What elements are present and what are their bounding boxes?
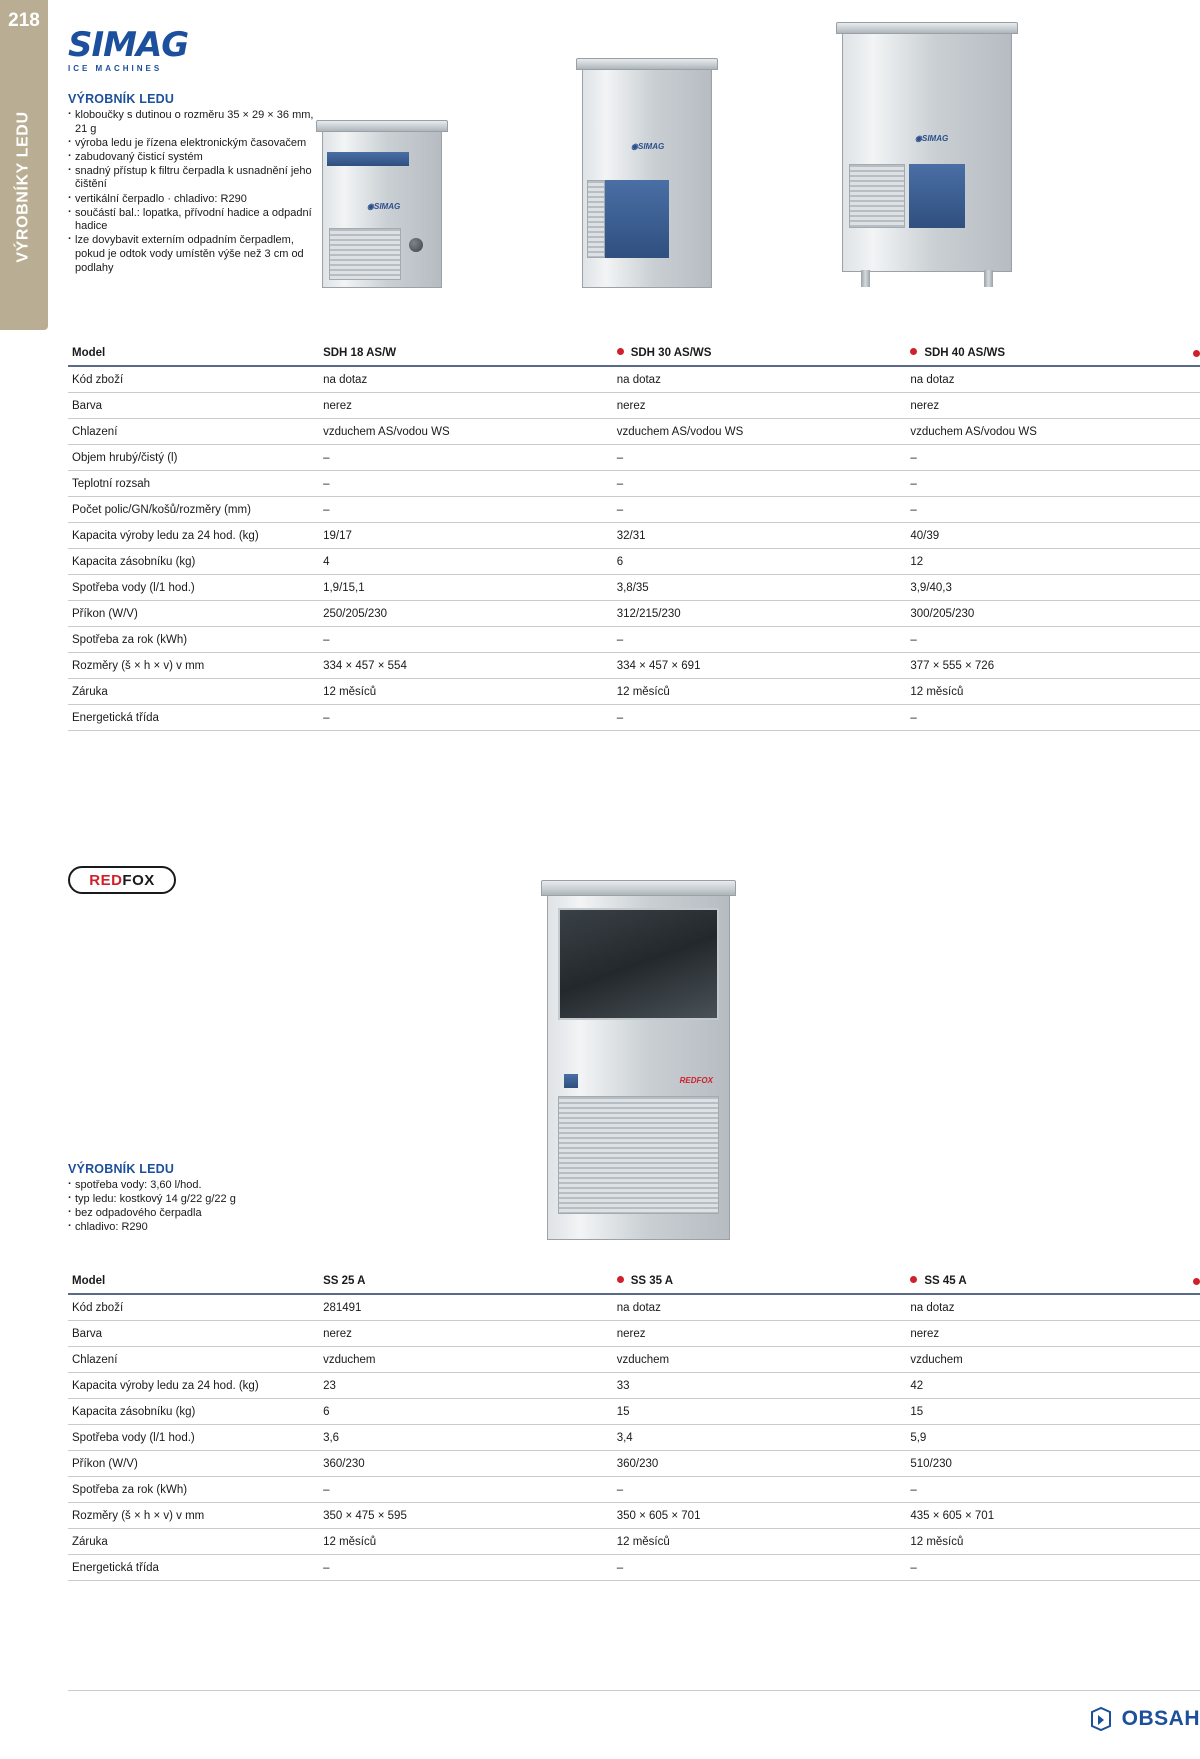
list-item: · spotřeba vody: 3,60 l/hod. [68,1179,318,1193]
bookmark-icon [1088,1706,1114,1732]
row-value: na dotaz [319,366,613,393]
row-label: Barva [68,393,319,419]
list-item: · typ ledu: kostkový 14 g/22 g/22 g [68,1193,318,1207]
row-label: Záruka [68,679,319,705]
page-side-tab [0,0,48,330]
row-value: na dotaz [613,1294,907,1321]
row-value: 12 měsíců [906,1529,1200,1555]
table-row [68,601,1200,627]
row-label: Chlazení [68,1347,319,1373]
row-label: Rozměry (š × h × v) v mm [68,653,319,679]
table-row [68,393,1200,419]
table-header-ss25 [319,1268,613,1294]
row-value: – [319,445,613,471]
model-label: SS 45 A [924,1275,967,1287]
table-row [68,1373,1200,1399]
machine-top-panel [541,880,736,896]
row-value: 435 × 605 × 701 [906,1503,1200,1529]
row-value: nerez [319,393,613,419]
list-item: · lze dovybavit externím odpadním čerpadlem, pokud je odtok vody umístěn výše než 3 cm od podlahy [68,234,318,275]
simag-logo-word: SIMAG [68,25,189,65]
row-value: na dotaz [906,366,1200,393]
table-row [68,1451,1200,1477]
model-label: SS 35 A [630,1275,674,1287]
row-value: – [906,471,1200,497]
row-label: Kapacita výroby ledu za 24 hod. (kg) [68,1373,319,1399]
row-label: Teplotní rozsah [68,471,319,497]
row-value: 42 [906,1373,1200,1399]
row-value: 3,8/35 [613,575,907,601]
table-row [68,1294,1200,1321]
row-label: Chlazení [68,419,319,445]
list-item: · chladivo: R290 [68,1221,318,1235]
model-label: SDH 18 AS/W [323,347,397,359]
row-value: 300/205/230 [906,601,1200,627]
section2-feature-block [68,1162,318,1235]
machine-door-window [558,908,719,1020]
row-value: nerez [613,1321,907,1347]
section1-title: VÝROBNÍK LEDU [68,92,175,106]
row-value: nerez [906,1321,1200,1347]
table-row [68,497,1200,523]
table-header-sdh30 [613,340,907,366]
row-label: Záruka [68,1529,319,1555]
row-value: 350 × 605 × 701 [613,1503,907,1529]
section1-feature-block [68,92,318,276]
product-image-sdh40 [836,22,1018,272]
row-label: Energetická třída [68,705,319,731]
machine-brand-badge: ◉SIMAG [915,134,949,143]
row-value: na dotaz [613,366,907,393]
obsah-label: OBSAH [1121,1707,1200,1730]
row-value: vzduchem AS/vodou WS [906,419,1200,445]
row-value: – [319,497,613,523]
row-value: 40/39 [906,523,1200,549]
table-header-sdh40 [906,340,1200,366]
list-item: · výroba ledu je řízena elektronickým časovačem [68,137,318,151]
list-item: · bez odpadového čerpadla [68,1207,318,1221]
table-row [68,445,1200,471]
list-item: · vertikální čerpadlo · chladivo: R290 [68,193,318,207]
list-item: · kloboučky s dutinou o rozměru 35 × 29 × 36 mm, 21 g [68,109,318,136]
row-value: 334 × 457 × 691 [613,653,907,679]
row-value: vzduchem AS/vodou WS [319,419,613,445]
table-header-sdh18 [319,340,613,366]
obsah-link[interactable] [1088,1706,1200,1732]
machine-body [547,895,730,1240]
row-value: vzduchem [906,1347,1200,1373]
machine-brand-badge: ◉SIMAG [367,202,401,211]
machine-vent-grille [558,1096,719,1214]
table-row [68,705,1200,731]
row-value: 3,4 [613,1425,907,1451]
table-row [68,1503,1200,1529]
row-value: – [613,705,907,731]
table-row [68,1477,1200,1503]
table-row [68,419,1200,445]
table-row [68,575,1200,601]
row-value: 5,9 [906,1425,1200,1451]
row-value: vzduchem AS/vodou WS [613,419,907,445]
table-row [68,366,1200,393]
row-value: 33 [613,1373,907,1399]
row-value: – [319,627,613,653]
simag-logo-subtitle: ICE MACHINES [68,64,163,73]
row-label: Barva [68,1321,319,1347]
spec-table-redfox [68,1268,1200,1581]
row-value: – [319,1477,613,1503]
red-dot-icon [910,348,917,355]
row-label: Spotřeba vody (l/1 hod.) [68,1425,319,1451]
row-label: Kód zboží [68,366,319,393]
machine-brand-badge: REDFOX [679,1076,713,1085]
machine-vent-grille [587,180,605,258]
product-image-sdh18 [316,120,448,288]
row-label: Objem hrubý/čistý (l) [68,445,319,471]
row-value: 32/31 [613,523,907,549]
row-label: Příkon (W/V) [68,1451,319,1477]
row-value: 19/17 [319,523,613,549]
table-row [68,1347,1200,1373]
row-value: 12 měsíců [613,679,907,705]
row-value: – [906,627,1200,653]
row-value: 3,6 [319,1425,613,1451]
table-header-model: Model [68,1268,319,1294]
row-label: Rozměry (š × h × v) v mm [68,1503,319,1529]
row-value: vzduchem [613,1347,907,1373]
row-value: 12 měsíců [319,679,613,705]
row-value: 3,9/40,3 [906,575,1200,601]
table-header-row [68,1268,1200,1294]
row-value: nerez [906,393,1200,419]
redfox-logo-dark: FOX [122,871,155,889]
machine-leg [861,270,870,287]
row-value: – [906,1477,1200,1503]
machine-brand-badge: ◉SIMAG [631,142,665,151]
machine-blue-panel [909,164,965,228]
footer-divider [68,1690,1200,1691]
row-value: – [319,1555,613,1581]
table-row [68,1425,1200,1451]
row-value: nerez [319,1321,613,1347]
table-row [68,549,1200,575]
row-value: na dotaz [906,1294,1200,1321]
table-row [68,627,1200,653]
table-row [68,1529,1200,1555]
row-value: – [906,497,1200,523]
row-value: 6 [613,549,907,575]
machine-body [842,33,1012,272]
row-label: Spotřeba vody (l/1 hod.) [68,575,319,601]
row-label: Kapacita výroby ledu za 24 hod. (kg) [68,523,319,549]
red-dot-icon [1193,350,1200,357]
row-value: vzduchem [319,1347,613,1373]
list-item: · snadný přístup k filtru čerpadla k usnadnění jeho čištění [68,165,318,192]
section-side-label [0,52,48,322]
row-value: 4 [319,549,613,575]
row-label: Počet polic/GN/košů/rozměry (mm) [68,497,319,523]
model-label: SDH 40 AS/WS [924,347,1006,359]
product-image-ss25 [541,880,736,1240]
row-value: 15 [906,1399,1200,1425]
machine-body [582,69,712,288]
row-value: 23 [319,1373,613,1399]
table-row [68,1321,1200,1347]
table-row [68,679,1200,705]
red-dot-icon [617,348,624,355]
product-image-sdh30 [576,58,718,288]
list-item: · zabudovaný čisticí systém [68,151,318,165]
section-side-label-text: VÝROBNÍKY LEDU [15,111,32,263]
red-dot-icon [617,1276,624,1283]
table-header-ss35 [613,1268,907,1294]
table-header-row [68,340,1200,366]
row-label: Příkon (W/V) [68,601,319,627]
row-label: Energetická třída [68,1555,319,1581]
row-value: – [613,627,907,653]
machine-vent-grille [849,164,905,228]
row-value: 360/230 [613,1451,907,1477]
machine-vent-grille [329,228,401,280]
row-value: 510/230 [906,1451,1200,1477]
row-value: 1,9/15,1 [319,575,613,601]
machine-leg [984,270,993,287]
machine-blue-strip [327,152,409,166]
machine-knob [409,238,423,252]
row-value: 312/215/230 [613,601,907,627]
row-value: 12 měsíců [319,1529,613,1555]
row-value: 12 měsíců [906,679,1200,705]
row-label: Spotřeba za rok (kWh) [68,627,319,653]
row-value: – [906,1555,1200,1581]
machine-body [322,131,442,288]
row-value: – [613,1555,907,1581]
section2-title: VÝROBNÍK LEDU [68,1162,175,1176]
row-value: – [613,1477,907,1503]
page-content [68,0,1200,1759]
row-value: – [613,445,907,471]
row-value: 281491 [319,1294,613,1321]
row-value: 350 × 475 × 595 [319,1503,613,1529]
row-value: – [613,471,907,497]
simag-logo [68,25,268,73]
list-item: · součástí bal.: lopatka, přívodní hadice a odpadní hadice [68,207,318,234]
section2-feature-list [68,1179,318,1235]
row-label: Kapacita zásobníku (kg) [68,549,319,575]
machine-control-button [564,1074,578,1088]
row-value: – [319,705,613,731]
table-row [68,523,1200,549]
row-value: 12 měsíců [613,1529,907,1555]
row-value: 377 × 555 × 726 [906,653,1200,679]
redfox-logo-red: RED [89,871,123,889]
redfox-logo-text [89,872,155,889]
table-header-ss45 [906,1268,1200,1294]
model-label: SDH 30 AS/WS [630,347,712,359]
row-value: – [906,705,1200,731]
row-value: 15 [613,1399,907,1425]
row-value: 12 [906,549,1200,575]
row-value: 334 × 457 × 554 [319,653,613,679]
table-row [68,471,1200,497]
row-value: – [906,445,1200,471]
spec-table-simag [68,340,1200,731]
page-number: 218 [8,10,40,31]
row-value: – [613,497,907,523]
section1-feature-list [68,109,318,275]
row-value: 6 [319,1399,613,1425]
table-row [68,1555,1200,1581]
table-row [68,1399,1200,1425]
red-dot-icon [1193,1278,1200,1285]
row-label: Kód zboží [68,1294,319,1321]
red-dot-icon [910,1276,917,1283]
row-value: 250/205/230 [319,601,613,627]
row-label: Spotřeba za rok (kWh) [68,1477,319,1503]
redfox-logo [68,866,176,894]
row-value: nerez [613,393,907,419]
table-row [68,653,1200,679]
row-value: 360/230 [319,1451,613,1477]
row-label: Kapacita zásobníku (kg) [68,1399,319,1425]
model-label: SS 25 A [323,1275,366,1287]
table-header-model: Model [68,340,319,366]
row-value: – [319,471,613,497]
